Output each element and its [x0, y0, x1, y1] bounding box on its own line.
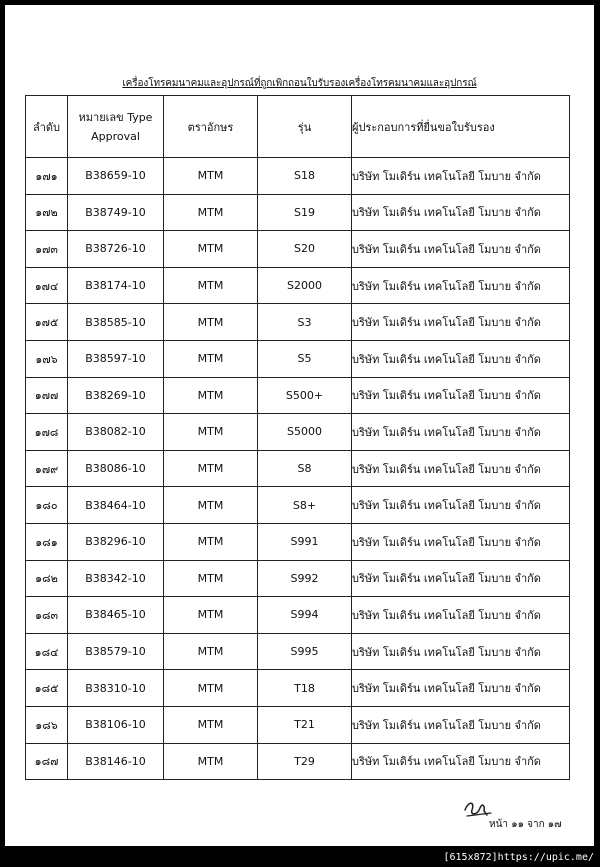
table-row	[26, 487, 570, 524]
cell-model: S994	[258, 597, 352, 634]
cell-brand: MTM	[164, 194, 258, 231]
table-header-row	[26, 96, 570, 158]
cell-type-approval: B38106-10	[68, 706, 164, 743]
cell-type-approval: B38269-10	[68, 377, 164, 414]
cell-type-approval: B38146-10	[68, 743, 164, 780]
cell-brand: MTM	[164, 743, 258, 780]
table-row	[26, 743, 570, 780]
cell-type-approval: B38086-10	[68, 450, 164, 487]
cell-applicant: บริษัท โมเดิร์น เทคโนโลยี โมบาย จำกัด	[352, 560, 570, 597]
cell-applicant: บริษัท โมเดิร์น เทคโนโลยี โมบาย จำกัด	[352, 304, 570, 341]
cell-type-approval: B38579-10	[68, 633, 164, 670]
cell-brand: MTM	[164, 487, 258, 524]
table-row	[26, 560, 570, 597]
table-row	[26, 377, 570, 414]
table-row	[26, 706, 570, 743]
cell-type-approval: B38659-10	[68, 158, 164, 195]
cell-no: ๑๘๑	[26, 523, 68, 560]
cell-type-approval: B38342-10	[68, 560, 164, 597]
document-page	[5, 5, 594, 846]
cell-applicant: บริษัท โมเดิร์น เทคโนโลยี โมบาย จำกัด	[352, 267, 570, 304]
cell-brand: MTM	[164, 706, 258, 743]
cell-type-approval: B38465-10	[68, 597, 164, 634]
cell-model: T18	[258, 670, 352, 707]
cell-model: S995	[258, 633, 352, 670]
cell-model: T21	[258, 706, 352, 743]
page-number: หน้า ๑๑ จาก ๑๗	[489, 819, 562, 830]
table-row	[26, 414, 570, 451]
document-title: เครื่องโทรคมนาคมและอุปกรณ์ที่ถูกเพิกถอนใบรับรองเครื่องโทรคมนาคมและอุปกรณ์	[122, 78, 477, 89]
cell-type-approval: B38082-10	[68, 414, 164, 451]
header-model: รุ่น	[258, 96, 352, 158]
cell-type-approval: B38726-10	[68, 231, 164, 268]
cell-applicant: บริษัท โมเดิร์น เทคโนโลยี โมบาย จำกัด	[352, 340, 570, 377]
cell-no: ๑๗๒	[26, 194, 68, 231]
cell-model: S5000	[258, 414, 352, 451]
table-row	[26, 267, 570, 304]
cell-applicant: บริษัท โมเดิร์น เทคโนโลยี โมบาย จำกัด	[352, 487, 570, 524]
table-row	[26, 450, 570, 487]
cell-brand: MTM	[164, 231, 258, 268]
cell-no: ๑๗๖	[26, 340, 68, 377]
cell-brand: MTM	[164, 377, 258, 414]
cell-type-approval: B38174-10	[68, 267, 164, 304]
table-row	[26, 231, 570, 268]
header-applicant: ผู้ประกอบการที่ยื่นขอใบรับรอง	[352, 96, 570, 158]
cell-type-approval: B38464-10	[68, 487, 164, 524]
cell-brand: MTM	[164, 158, 258, 195]
cell-model: T29	[258, 743, 352, 780]
cell-model: S18	[258, 158, 352, 195]
cell-type-approval: B38597-10	[68, 340, 164, 377]
cell-model: S8+	[258, 487, 352, 524]
table-row	[26, 523, 570, 560]
cell-applicant: บริษัท โมเดิร์น เทคโนโลยี โมบาย จำกัด	[352, 414, 570, 451]
cell-brand: MTM	[164, 267, 258, 304]
cell-applicant: บริษัท โมเดิร์น เทคโนโลยี โมบาย จำกัด	[352, 523, 570, 560]
header-type-approval	[68, 96, 164, 158]
cell-model: S500+	[258, 377, 352, 414]
cell-no: ๑๗๙	[26, 450, 68, 487]
table-row	[26, 633, 570, 670]
cell-applicant: บริษัท โมเดิร์น เทคโนโลยี โมบาย จำกัด	[352, 633, 570, 670]
cell-model: S8	[258, 450, 352, 487]
table-row	[26, 158, 570, 195]
cell-type-approval: B38310-10	[68, 670, 164, 707]
cell-no: ๑๘๔	[26, 633, 68, 670]
header-type-approval-line1: หมายเลข Type	[78, 110, 153, 124]
cell-brand: MTM	[164, 597, 258, 634]
cell-applicant: บริษัท โมเดิร์น เทคโนโลยี โมบาย จำกัด	[352, 450, 570, 487]
cell-model: S19	[258, 194, 352, 231]
table-row	[26, 340, 570, 377]
revocation-table	[25, 95, 570, 780]
cell-brand: MTM	[164, 560, 258, 597]
cell-type-approval: B38749-10	[68, 194, 164, 231]
cell-applicant: บริษัท โมเดิร์น เทคโนโลยี โมบาย จำกัด	[352, 194, 570, 231]
cell-brand: MTM	[164, 450, 258, 487]
header-type-approval-line2: Approval	[91, 129, 140, 143]
cell-no: ๑๗๗	[26, 377, 68, 414]
table-body	[26, 158, 570, 780]
cell-brand: MTM	[164, 633, 258, 670]
cell-brand: MTM	[164, 414, 258, 451]
table-row	[26, 597, 570, 634]
cell-no: ๑๘๗	[26, 743, 68, 780]
table-row	[26, 304, 570, 341]
cell-brand: MTM	[164, 304, 258, 341]
cell-applicant: บริษัท โมเดิร์น เทคโนโลยี โมบาย จำกัด	[352, 743, 570, 780]
cell-applicant: บริษัท โมเดิร์น เทคโนโลยี โมบาย จำกัด	[352, 158, 570, 195]
cell-brand: MTM	[164, 523, 258, 560]
cell-no: ๑๗๘	[26, 414, 68, 451]
table-row	[26, 194, 570, 231]
cell-model: S2000	[258, 267, 352, 304]
cell-no: ๑๗๔	[26, 267, 68, 304]
cell-brand: MTM	[164, 670, 258, 707]
cell-type-approval: B38585-10	[68, 304, 164, 341]
cell-no: ๑๘๐	[26, 487, 68, 524]
cell-model: S5	[258, 340, 352, 377]
cell-model: S992	[258, 560, 352, 597]
cell-no: ๑๘๒	[26, 560, 68, 597]
cell-brand: MTM	[164, 340, 258, 377]
cell-applicant: บริษัท โมเดิร์น เทคโนโลยี โมบาย จำกัด	[352, 706, 570, 743]
header-no: ลำดับ	[26, 96, 68, 158]
cell-applicant: บริษัท โมเดิร์น เทคโนโลยี โมบาย จำกัด	[352, 597, 570, 634]
cell-no: ๑๗๕	[26, 304, 68, 341]
cell-no: ๑๗๑	[26, 158, 68, 195]
cell-type-approval: B38296-10	[68, 523, 164, 560]
header-brand: ตราอักษร	[164, 96, 258, 158]
cell-applicant: บริษัท โมเดิร์น เทคโนโลยี โมบาย จำกัด	[352, 231, 570, 268]
watermark-text: [615x872]https://upic.me/	[443, 852, 594, 863]
table-row	[26, 670, 570, 707]
cell-applicant: บริษัท โมเดิร์น เทคโนโลยี โมบาย จำกัด	[352, 377, 570, 414]
cell-model: S20	[258, 231, 352, 268]
cell-applicant: บริษัท โมเดิร์น เทคโนโลยี โมบาย จำกัด	[352, 670, 570, 707]
cell-no: ๑๘๓	[26, 597, 68, 634]
cell-model: S3	[258, 304, 352, 341]
cell-no: ๑๗๓	[26, 231, 68, 268]
cell-no: ๑๘๖	[26, 706, 68, 743]
cell-no: ๑๘๕	[26, 670, 68, 707]
cell-model: S991	[258, 523, 352, 560]
